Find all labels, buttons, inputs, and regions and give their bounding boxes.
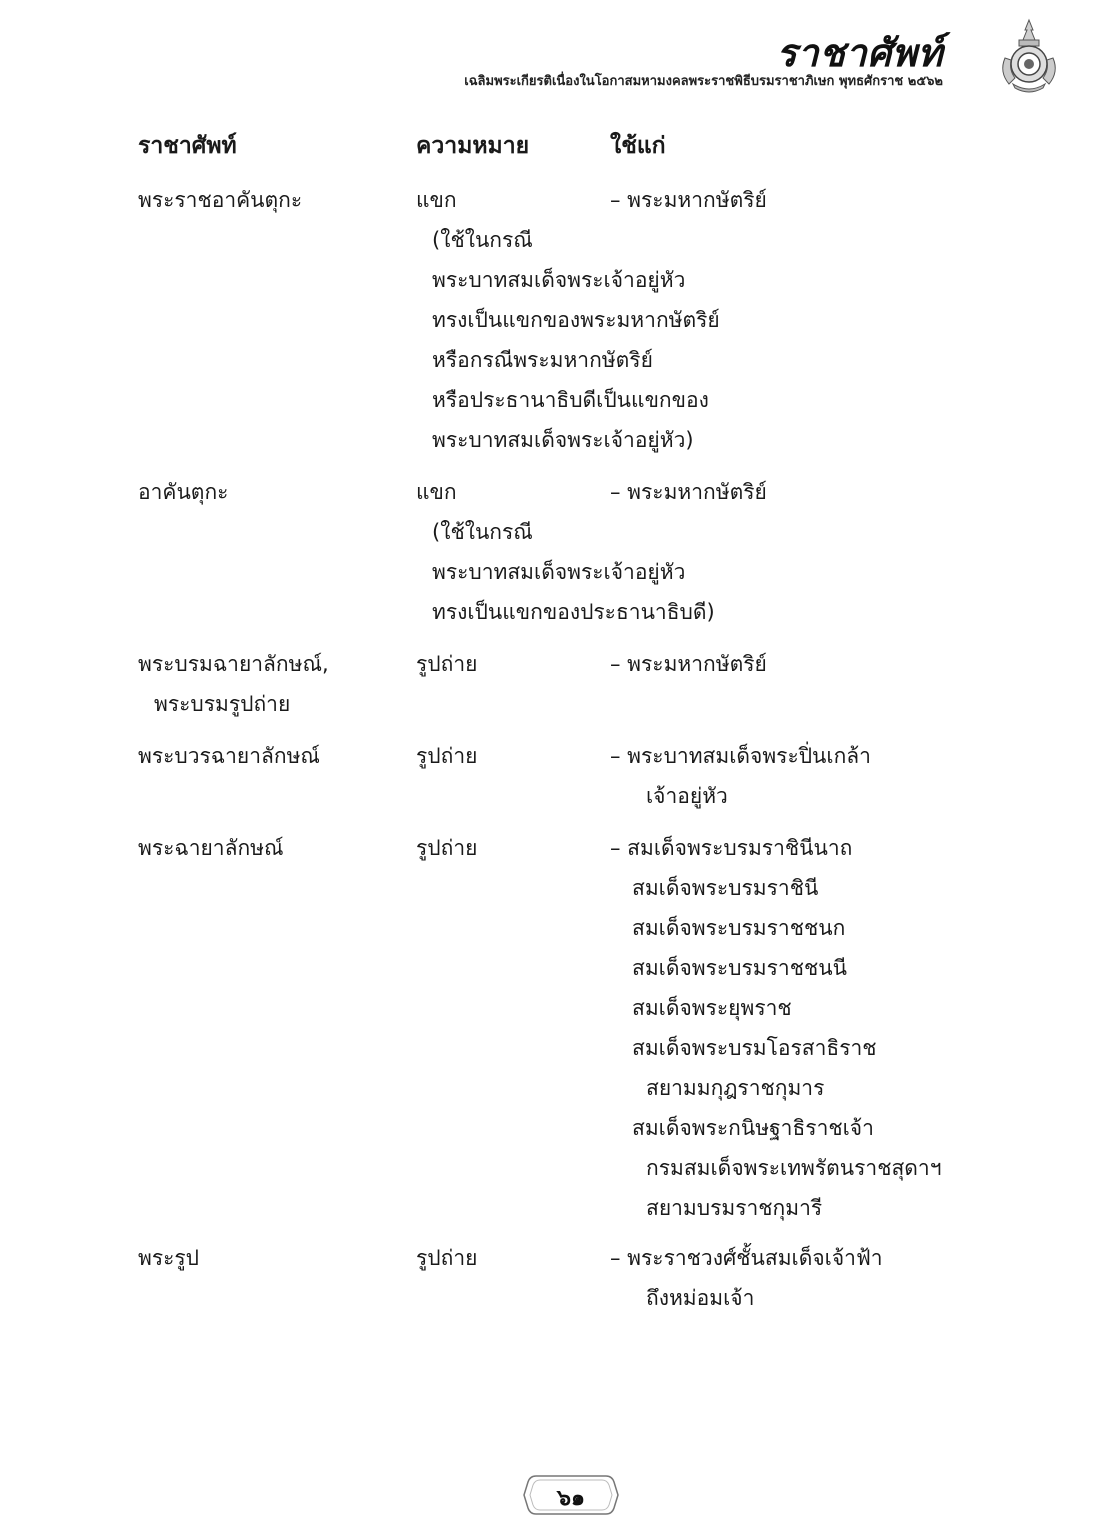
entry-meaning: รูปถ่าย: [416, 744, 478, 768]
entry-note: (ใช้ในกรณี พระบาทสมเด็จพระเจ้าอยู่หัว ทรงเป็นแขกของประธานาธิบดี): [432, 520, 715, 624]
column-headers: [0, 128, 1093, 174]
header-title: ราชาศัพท์: [776, 30, 943, 75]
entry-meaning: รูปถ่าย: [416, 836, 478, 860]
glossary-entry: [0, 736, 1093, 828]
glossary-entry: [0, 180, 1093, 472]
column-header-meaning: ความหมาย: [416, 133, 530, 159]
glossary-table: [0, 128, 1093, 1330]
entry-note: (ใช้ในกรณี พระบาทสมเด็จพระเจ้าอยู่หัว ทรงเป็นแขกของพระมหากษัตริย์ หรือกรณีพระมหากษัตริย์ หรือประธานาธิบดีเป็นแขกของ พระบาทสมเด็จพระเจ้าอยู่หัว): [432, 228, 720, 452]
entry-meaning: แขก: [416, 480, 457, 504]
glossary-entry: [0, 828, 1093, 1238]
entry-term: พระบวรฉายาลักษณ์: [138, 744, 320, 768]
entry-usage: – พระราชวงศ์ชั้นสมเด็จเจ้าฟ้า ถึงหม่อมเจ้า: [610, 1246, 883, 1310]
column-header-term: ราชาศัพท์: [138, 133, 237, 159]
royal-emblem-icon: [997, 18, 1061, 94]
glossary-entry: [0, 1238, 1093, 1330]
glossary-entry: [0, 472, 1093, 644]
glossary-entry: [0, 644, 1093, 736]
entry-usage: – พระมหากษัตริย์: [610, 480, 767, 504]
entry-usage: – สมเด็จพระบรมราชินีนาถ สมเด็จพระบรมราชินี สมเด็จพระบรมราชชนก สมเด็จพระบรมราชชนนี สมเด็จพระยุพราช สมเด็จพระบรมโอรสาธิราช สยามมกุฎราชกุมาร สมเด็จพระกนิษฐาธิราชเจ้า กรมสมเด็จพระเทพรัตนราชสุดาฯ สยามบรมราชกุมารี: [610, 836, 942, 1220]
entry-term: พระรูป: [138, 1246, 200, 1270]
entry-term: อาคันตุกะ: [138, 480, 229, 504]
entry-usage: – พระมหากษัตริย์: [610, 652, 767, 676]
entry-meaning: แขก: [416, 188, 457, 212]
header-subtitle: เฉลิมพระเกียรติเนื่องในโอกาสมหามงคลพระราชพิธีบรมราชาภิเษก พุทธศักราช ๒๕๖๒: [464, 74, 943, 89]
page-header: [301, 18, 1061, 98]
entry-usage: – พระมหากษัตริย์: [610, 188, 767, 212]
entry-term: พระราชอาคันตุกะ: [138, 188, 303, 212]
entry-meaning: รูปถ่าย: [416, 652, 478, 676]
page-number: [522, 1472, 620, 1518]
column-header-usage: ใช้แก่: [610, 133, 666, 159]
entry-term: พระฉายาลักษณ์: [138, 836, 284, 860]
entry-term: พระบรมฉายาลักษณ์, พระบรมรูปถ่าย: [138, 652, 329, 716]
page-number-text: ๖๑: [557, 1486, 585, 1511]
entry-meaning: รูปถ่าย: [416, 1246, 478, 1270]
entry-usage: – พระบาทสมเด็จพระปิ่นเกล้า เจ้าอยู่หัว: [610, 744, 871, 808]
